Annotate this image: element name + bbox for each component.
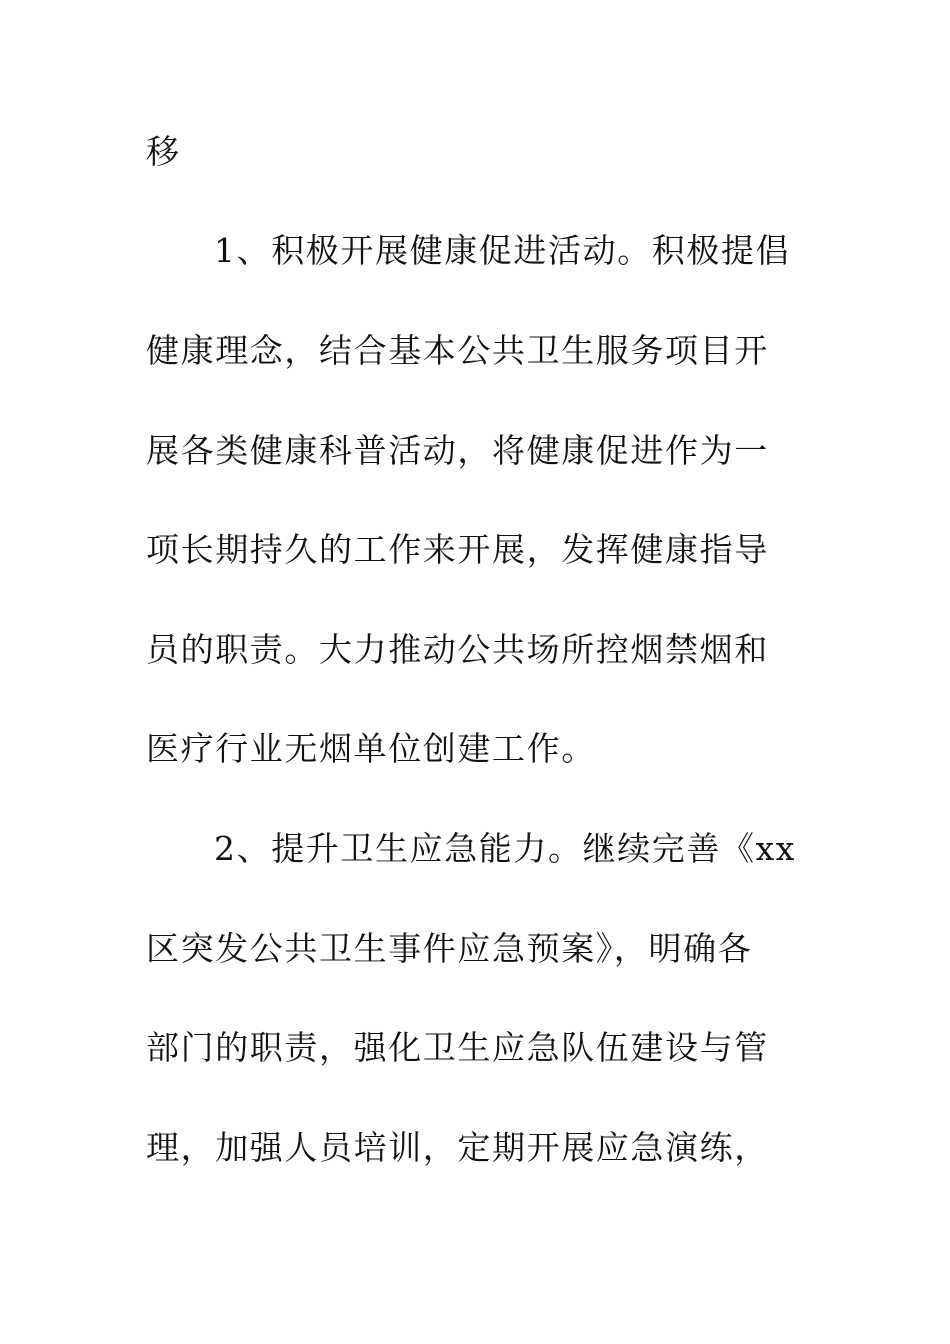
text-line: 移: [146, 132, 181, 171]
text-line: 员的职责。大力推动公共场所控烟禁烟和: [146, 630, 769, 669]
text-line: 理，加强人员培训，定期开展应急演练，: [146, 1128, 769, 1167]
text-line: 医疗行业无烟单位创建工作。: [146, 729, 596, 768]
text-line: 项长期持久的工作来开展，发挥健康指导: [146, 530, 769, 569]
text-line: 区突发公共卫生事件应急预案》，明确各: [146, 929, 753, 968]
paragraph-2-line-1: 2、提升卫生应急能力。继续完善《xx: [214, 829, 797, 868]
text-line: 展各类健康科普活动，将健康促进作为一: [146, 431, 769, 470]
paragraph-1-line-1: 1、积极开展健康促进活动。积极提倡: [214, 231, 791, 270]
text-line: 健康理念，结合基本公共卫生服务项目开: [146, 331, 769, 370]
text-line: 部门的职责，强化卫生应急队伍建设与管: [146, 1028, 769, 1067]
